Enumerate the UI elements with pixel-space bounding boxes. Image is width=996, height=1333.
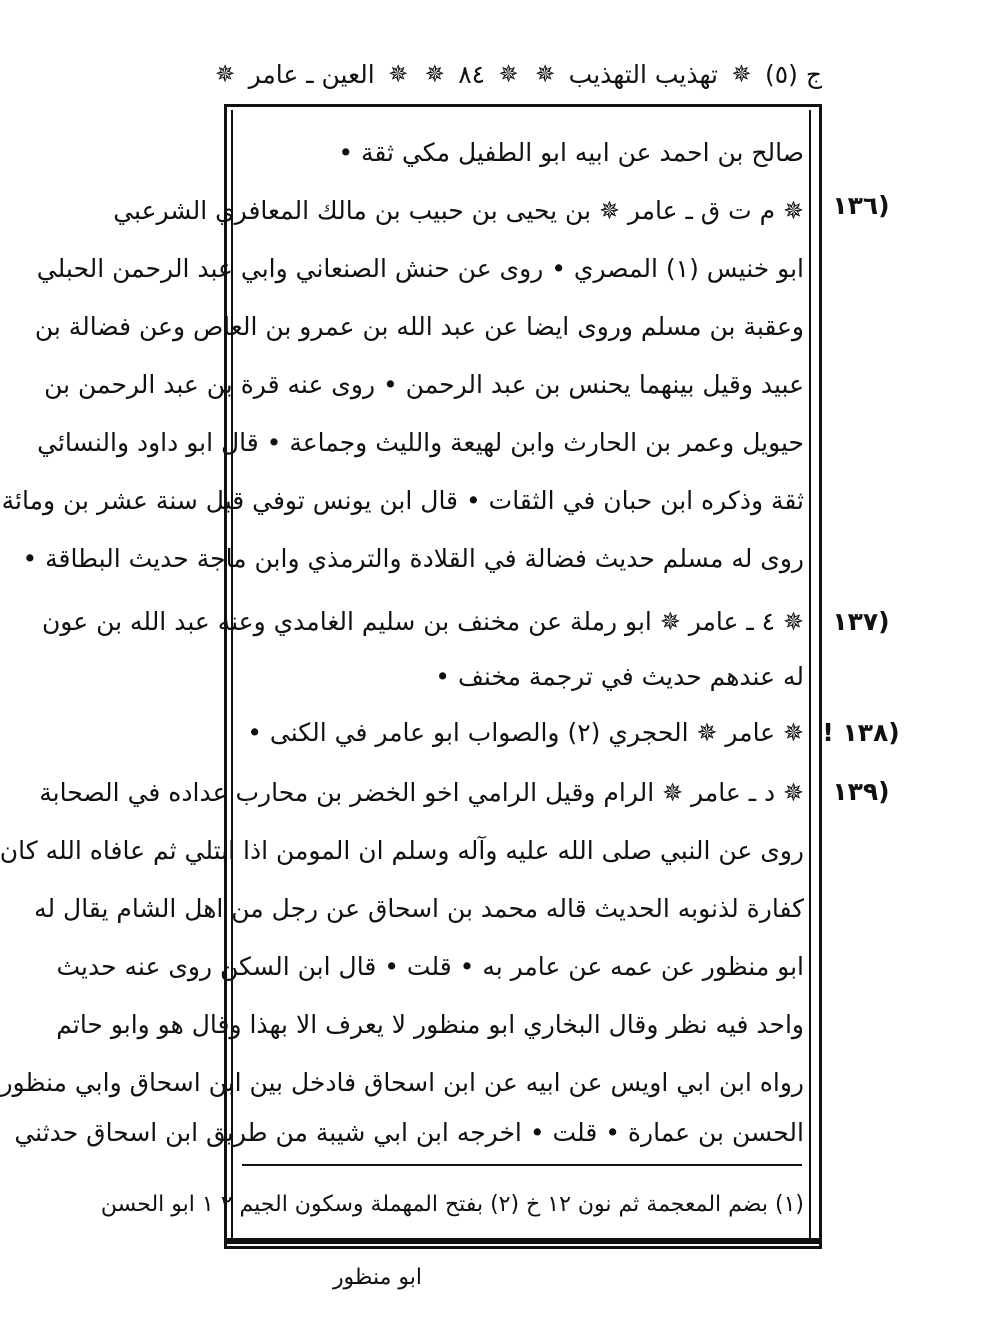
entry-number-138: (١٣٨ ! [822, 718, 900, 747]
ornament-icon: ✵ [535, 60, 556, 88]
text-line: ✵ د ـ عامر ✵ الرام وقيل الرامي اخو الخضر بن محارب عداده في الصحابة [39, 778, 804, 807]
section-title: العين ـ عامر [248, 59, 375, 89]
entry-number-139: (١٣٩ [832, 777, 890, 806]
text-line: عبيد وقيل بينهما يحنس بن عبد الرحمن • روى عنه قرة بن عبد الرحمن بن [44, 370, 804, 399]
text-line: ✵ عامر ✵ الحجري (٢) والصواب ابو عامر في الكنى • [247, 718, 804, 747]
text-line: روى له مسلم حديث فضالة في القلادة والترمذي وابن ماجة حديث البطاقة • [22, 544, 804, 573]
text-line: له عندهم حديث في ترجمة مخنف • [435, 662, 804, 691]
text-line: كفارة لذنوبه الحديث قاله محمد بن اسحاق عن رجل من اهل الشام يقال له [34, 894, 804, 923]
book-title: تهذيب التهذيب [568, 59, 718, 89]
text-line: ✵ ٤ ـ عامر ✵ ابو رملة عن مخنف بن سليم الغامدي وعنه عبد الله بن عون [41, 607, 804, 636]
ornament-icon: ✵ [424, 60, 445, 88]
frame-rule-bottom [224, 1238, 822, 1244]
ornament-icon: ✵ [731, 60, 752, 88]
ornament-icon: ✵ [215, 60, 236, 88]
text-line: ابو منظور عن عمه عن عامر به • قلت • قال ابن السكن روى عنه حديث [56, 952, 804, 981]
text-line: واحد فيه نظر وقال البخاري ابو منظور لا يعرف الا بهذا وقال هو وابو حاتم [56, 1010, 804, 1039]
text-line: رواه ابن ابي اويس عن ابيه عن ابن اسحاق فادخل بين ابن اسحاق وابي منظور [0, 1068, 804, 1097]
text-line: ✵ م ت ق ـ عامر ✵ بن يحيى بن حبيب بن مالك المعافري الشرعبي [113, 196, 804, 225]
running-header [212, 52, 822, 96]
text-line: ابو خنيس (١) المصري • روى عن حنش الصنعاني وابي عبد الرحمن الحبلي [36, 254, 804, 283]
volume-label: ج (٥) [764, 59, 822, 89]
text-line: ثقة وذكره ابن حبان في الثقات • قال ابن يونس توفي قبل سنة عشر بن ومائة [1, 486, 804, 515]
frame-rule-right [809, 110, 811, 1243]
page-number: ٨٤ [458, 59, 486, 89]
entry-number-137: (١٣٧ [832, 607, 890, 636]
entry-number-136: (١٣٦ [832, 191, 890, 220]
text-line: روى عن النبي صلى الله عليه وآله وسلم ان المومن اذا ابتلي ثم عافاه الله كان [0, 836, 804, 865]
text-line: وعقبة بن مسلم وروى ايضا عن عبد الله بن عمرو بن العاص وعن فضالة بن [34, 312, 804, 341]
text-line: حيويل وعمر بن الحارث وابن لهيعة والليث وجماعة • قال ابو داود والنسائي [37, 428, 804, 457]
footnote-separator [242, 1164, 802, 1166]
text-line: صالح بن احمد عن ابيه ابو الطفيل مكي ثقة • [338, 138, 804, 167]
catchword: ابو منظور [332, 1265, 422, 1290]
ornament-icon: ✵ [498, 60, 519, 88]
ornament-icon: ✵ [388, 60, 409, 88]
text-line: الحسن بن عمارة • قلت • اخرجه ابن ابي شيبة من طريق ابن اسحاق حدثني [14, 1118, 804, 1147]
footnote: (١) بضم المعجمة ثم نون ١٢ خ (٢) بفتح المهملة وسكون الجيم ٢ ١ ابو الحسن [100, 1192, 804, 1217]
